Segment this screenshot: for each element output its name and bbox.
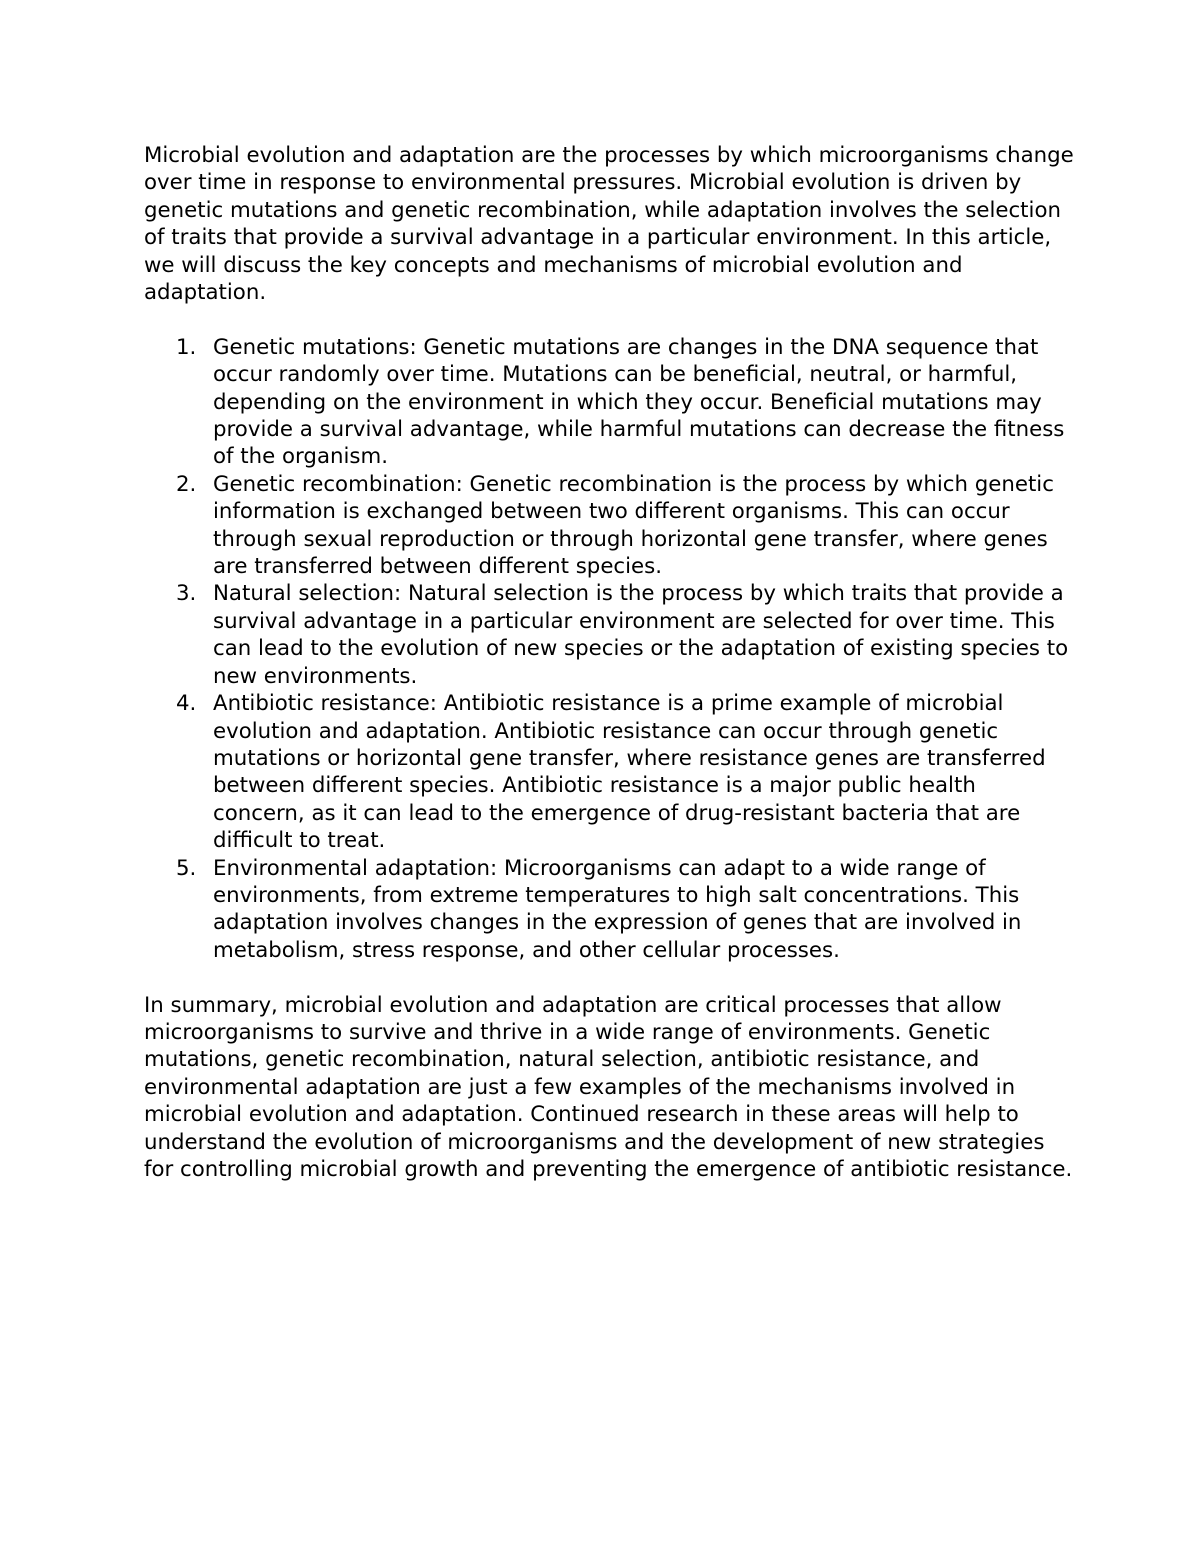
list-item-number: 2. <box>176 471 197 497</box>
intro-paragraph: Microbial evolution and adaptation are the processes by which microorganisms change over time in response to environmental pressures. Microbial evolution is driven by genetic mutations and genetic recombination, while adaptation involves the selection of traits that provide a survival advantage in a particular environment. In this article, we will discuss the key concepts and mechanisms of microbial evolution and adaptation. <box>144 143 1074 306</box>
list-item-number: 5. <box>176 855 197 881</box>
list-item <box>144 855 1074 965</box>
list-item-number: 4. <box>176 691 197 717</box>
list-item-text: Natural selection: Natural selection is the process by which traits that provide a survival advantage in a particular environment are selected for over time. This can lead to the evolution of new species or the adaptation of existing species to new environments. <box>213 581 1069 689</box>
document-body <box>144 142 1074 1183</box>
list-item <box>144 690 1074 854</box>
list-item <box>144 334 1074 471</box>
list-item-number: 1. <box>176 334 197 360</box>
numbered-list <box>144 334 1074 964</box>
list-item-text: Genetic recombination: Genetic recombination is the process by which genetic information is exchanged between two different organisms. This can occur through sexual reproduction or through horizontal gene transfer, where genes are transferred between different species. <box>213 471 1054 580</box>
list-item-number: 3. <box>176 581 197 607</box>
list-item-text: Environmental adaptation: Microorganisms can adapt to a wide range of environments, from extreme temperatures to high salt concentrations. This adaptation involves changes in the expression of genes that are involved in metabolism, stress response, and other cellular processes. <box>213 855 1022 963</box>
list-item <box>144 580 1074 690</box>
list-item-text: Antibiotic resistance: Antibiotic resistance is a prime example of microbial evolution and adaptation. Antibiotic resistance can occur through genetic mutations or horizontal gene transfer, where resistance genes are transferred between different species. Antibiotic resistance is a major public health concern, as it can lead to the emergence of drug-resistant bacteria that are difficult to treat. <box>213 691 1046 854</box>
summary-paragraph: In summary, microbial evolution and adaptation are critical processes that allow microorganisms to survive and thrive in a wide range of environments. Genetic mutations, genetic recombination, natural selection, antibiotic resistance, and environmental adaptation are just a few examples of the mechanisms involved in microbial evolution and adaptation. Continued research in these areas will help to understand the evolution of microorganisms and the development of new strategies for controlling microbial growth and preventing the emergence of antibiotic resistance. <box>144 992 1073 1182</box>
list-item <box>144 471 1074 581</box>
list-item-text: Genetic mutations: Genetic mutations are changes in the DNA sequence that occur randomly over time. Mutations can be beneficial, neutral, or harmful, depending on the environment in which they occur. Beneficial mutations may provide a survival advantage, while harmful mutations can decrease the fitness of the organism. <box>213 334 1065 470</box>
